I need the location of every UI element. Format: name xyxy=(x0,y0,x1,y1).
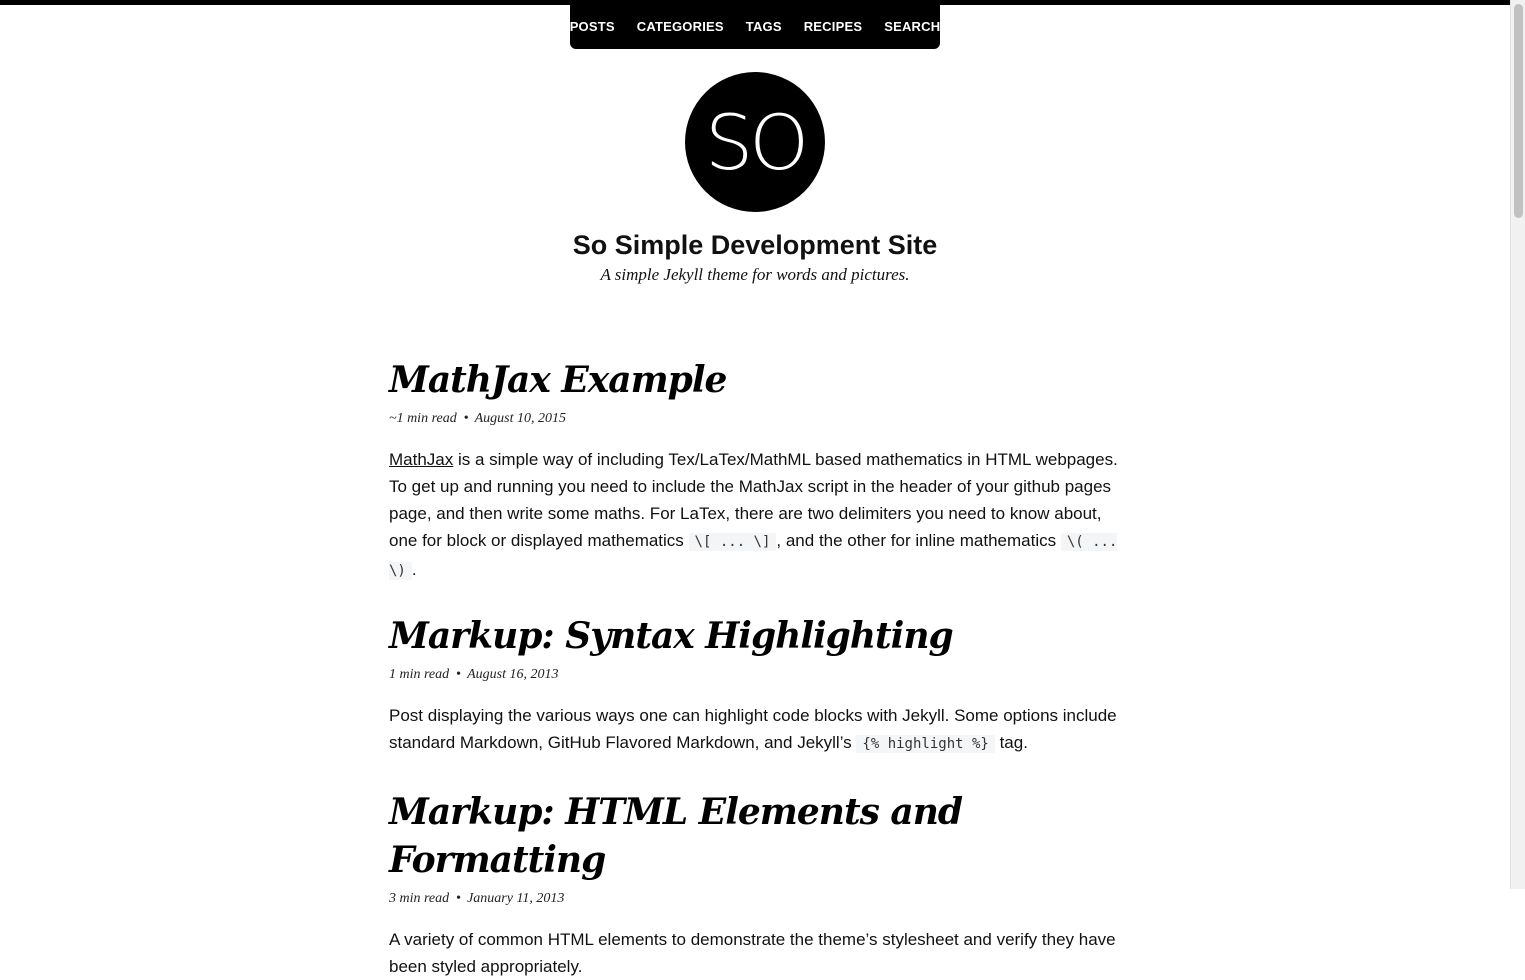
excerpt-text: , and the other for inline mathematics xyxy=(776,531,1061,550)
excerpt-text: Post displaying the various ways one can highlight code blocks with Jekyll. Some options include standard Markdown, GitHub Flavored Markdown, and Jekyll’s xyxy=(389,706,1117,752)
post-read-time: 3 min read xyxy=(389,891,450,906)
page-scrollbar[interactable] xyxy=(1510,0,1525,889)
post-date: August 16, 2013 xyxy=(467,667,559,682)
post-title[interactable]: Markup: HTML Elements and Formatting xyxy=(389,791,963,881)
post-meta xyxy=(389,666,1119,684)
excerpt-text: is a simple way of including Tex/LaTex/MathML based mathematics in HTML webpages. To get up and running you need to include the MathJax script in the header of your github pages page, and then write some maths. For LaTex, there are two delimiters you need to know about, one for block or displayed mathematics xyxy=(389,450,1118,550)
post-excerpt xyxy=(389,702,1119,758)
post-excerpt xyxy=(389,926,1119,980)
post-meta xyxy=(389,890,1119,908)
nav-item-search[interactable]: SEARCH xyxy=(884,19,941,34)
inline-code: {% highlight %} xyxy=(856,735,994,753)
post-item xyxy=(389,612,1119,758)
site-title[interactable]: So Simple Development Site xyxy=(572,230,938,260)
post-read-time: 1 min read xyxy=(389,667,450,682)
excerpt-text: tag. xyxy=(994,733,1028,752)
post-meta xyxy=(389,410,1119,428)
post-excerpt xyxy=(389,446,1119,585)
site-tagline: A simple Jekyll theme for words and pictures. xyxy=(600,265,910,284)
mathjax-link[interactable]: MathJax xyxy=(389,450,454,469)
post-title[interactable]: MathJax Example xyxy=(389,359,727,401)
post-title[interactable]: Markup: Syntax Highlighting xyxy=(389,615,953,657)
inline-code: \( ... \) xyxy=(389,534,1118,579)
nav-item-recipes[interactable]: RECIPES xyxy=(803,19,863,34)
main-navigation xyxy=(570,5,940,49)
nav-item-tags[interactable]: TAGS xyxy=(745,19,782,34)
excerpt-text: . xyxy=(411,560,417,579)
site-logo-text: SO xyxy=(704,97,806,187)
post-item xyxy=(389,788,1119,980)
scrollbar-thumb[interactable] xyxy=(1514,4,1523,218)
post-date: January 11, 2013 xyxy=(467,891,565,906)
site-logo[interactable] xyxy=(685,72,825,212)
nav-item-posts[interactable]: POSTS xyxy=(569,19,615,34)
post-read-time: ~1 min read xyxy=(389,411,457,426)
excerpt-text: A variety of common HTML elements to demonstrate the theme’s stylesheet and verify they have been styled appropriately. xyxy=(389,930,1116,976)
inline-code: \[ ... \] xyxy=(689,533,777,551)
meta-separator: • xyxy=(463,411,469,426)
nav-item-categories[interactable]: CATEGORIES xyxy=(636,19,724,34)
meta-separator: • xyxy=(456,891,462,906)
meta-separator: • xyxy=(456,667,462,682)
post-item xyxy=(389,356,1119,585)
post-date: August 10, 2015 xyxy=(474,411,567,426)
